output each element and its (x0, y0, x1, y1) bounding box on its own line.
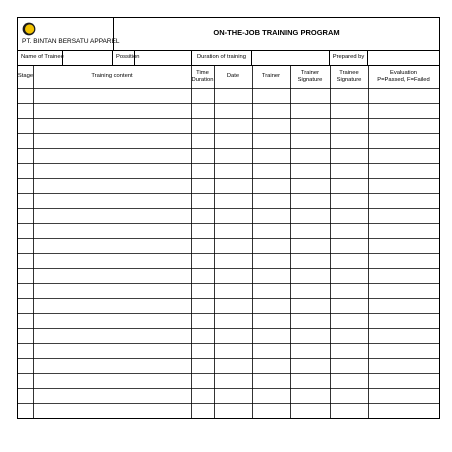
table-row[interactable] (18, 103, 439, 118)
table-row[interactable] (18, 178, 439, 193)
table-row[interactable] (18, 403, 439, 418)
trainee-info-row (18, 50, 439, 66)
table-row[interactable] (18, 388, 439, 403)
prepared-by-field[interactable] (368, 50, 439, 65)
table-row[interactable] (18, 88, 439, 103)
company-logo-icon (22, 22, 36, 36)
training-table (18, 65, 439, 418)
table-row[interactable] (18, 238, 439, 253)
col-header-trainer: Trainer (261, 73, 281, 79)
table-row[interactable] (18, 253, 439, 268)
trainee-name-field[interactable] (63, 50, 113, 65)
col-header-evaluation: Evaluation P=Passed, F=Failed (377, 69, 430, 83)
table-row[interactable] (18, 193, 439, 208)
duration-field[interactable] (252, 50, 330, 65)
col-header-trainer-signature: Trainer Signature (297, 69, 323, 83)
col-header-stage: Stage (17, 73, 34, 79)
table-row[interactable] (18, 118, 439, 133)
position-field[interactable] (135, 50, 192, 65)
table-row[interactable] (18, 283, 439, 298)
table-grid-lines (18, 65, 439, 418)
table-row[interactable] (18, 133, 439, 148)
position-label: Possition (113, 50, 135, 65)
table-row[interactable] (18, 313, 439, 328)
col-header-time-duration: Time Duration (191, 69, 214, 83)
duration-label: Duration of training (192, 50, 252, 65)
table-row[interactable] (18, 148, 439, 163)
table-row[interactable] (18, 268, 439, 283)
company-cell (18, 18, 120, 50)
table-row[interactable] (18, 223, 439, 238)
col-header-date: Date (226, 73, 240, 79)
form-header (18, 18, 439, 51)
col-header-trainee-signature: Trainee Signature (336, 69, 362, 83)
table-row[interactable] (18, 163, 439, 178)
col-header-training-content: Training content (91, 73, 133, 79)
trainee-name-label: Name of Trainee (18, 50, 63, 65)
table-row[interactable] (18, 373, 439, 388)
table-row[interactable] (18, 343, 439, 358)
table-row[interactable] (18, 208, 439, 223)
training-form (17, 17, 440, 419)
table-row[interactable] (18, 298, 439, 313)
table-row[interactable] (18, 328, 439, 343)
form-title: ON-THE-JOB TRAINING PROGRAM (213, 28, 340, 37)
table-row[interactable] (18, 358, 439, 373)
prepared-by-label: Prepared by (330, 50, 368, 65)
company-name: PT. BINTAN BERSATU APPAREL (22, 38, 120, 45)
